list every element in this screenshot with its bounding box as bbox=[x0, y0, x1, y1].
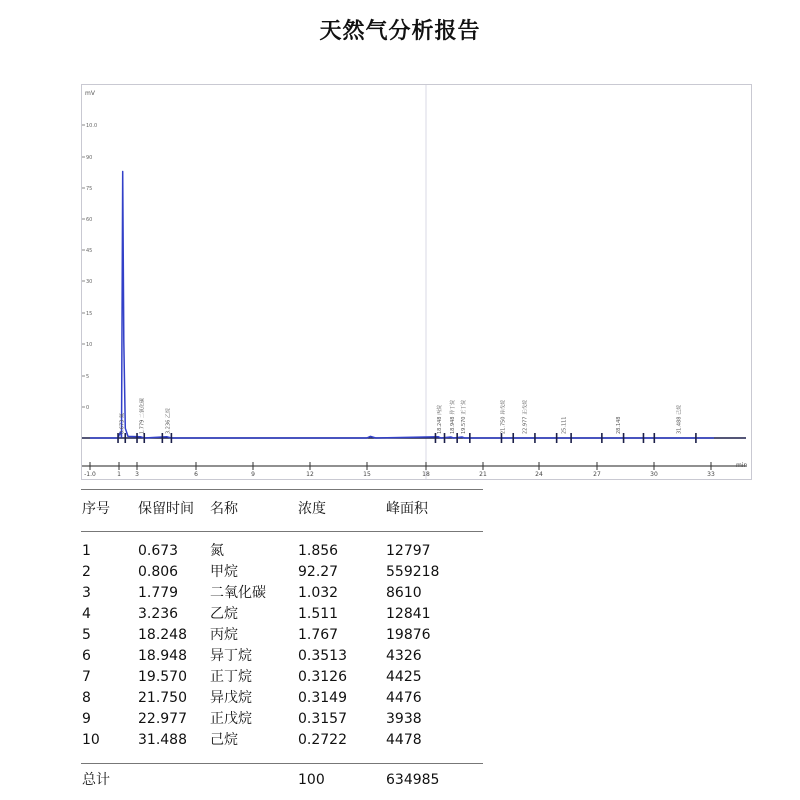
x-tick-label: -1.0 bbox=[84, 471, 96, 478]
header-peak-area: 峰面积 bbox=[386, 501, 428, 517]
x-tick-label: 12 bbox=[306, 471, 314, 478]
total-peak-area: 634985 bbox=[386, 772, 440, 788]
peak-label: 19.570 正丁烷 bbox=[461, 399, 468, 434]
row-concentration: 1.767 bbox=[298, 627, 339, 643]
peak-label: 1.779 二氧化碳 bbox=[139, 398, 146, 434]
y-tick-label: 10 bbox=[86, 342, 93, 348]
table-header-rule bbox=[81, 531, 483, 532]
y-tick-label: 30 bbox=[86, 279, 93, 285]
table-total-rule bbox=[81, 763, 483, 764]
row-retention-time: 0.806 bbox=[138, 564, 179, 580]
peak-label: 0.673 氮 bbox=[119, 413, 126, 434]
row-peak-area: 8610 bbox=[386, 585, 422, 601]
row-peak-area: 12841 bbox=[386, 606, 431, 622]
row-concentration: 1.032 bbox=[298, 585, 339, 601]
row-retention-time: 22.977 bbox=[138, 711, 187, 727]
row-name: 氮 bbox=[210, 543, 224, 559]
row-index: 9 bbox=[82, 711, 91, 727]
x-tick-label: 3 bbox=[135, 471, 139, 478]
header-index: 序号 bbox=[82, 501, 110, 517]
y-tick-label: 10.0 bbox=[86, 123, 98, 129]
row-peak-area: 4425 bbox=[386, 669, 422, 685]
peak-label: 18.248 丙烷 bbox=[437, 404, 444, 434]
row-concentration: 92.27 bbox=[298, 564, 339, 580]
x-tick-label: 21 bbox=[479, 471, 487, 478]
row-concentration: 1.856 bbox=[298, 543, 339, 559]
x-tick-label: 15 bbox=[363, 471, 371, 478]
row-name: 乙烷 bbox=[210, 606, 238, 622]
header-concentration: 浓度 bbox=[298, 501, 326, 517]
row-name: 异戊烷 bbox=[210, 690, 252, 706]
row-index: 2 bbox=[82, 564, 91, 580]
row-concentration: 0.3513 bbox=[298, 648, 347, 664]
row-concentration: 1.511 bbox=[298, 606, 339, 622]
row-index: 6 bbox=[82, 648, 91, 664]
row-index: 10 bbox=[82, 732, 100, 748]
table-top-rule bbox=[81, 489, 483, 490]
x-tick-label: 6 bbox=[194, 471, 198, 478]
chromatogram-chart bbox=[81, 84, 752, 480]
row-index: 4 bbox=[82, 606, 91, 622]
row-peak-area: 4476 bbox=[386, 690, 422, 706]
peak-label: 3.236 乙烷 bbox=[165, 408, 172, 434]
row-index: 7 bbox=[82, 669, 91, 685]
row-concentration: 0.3157 bbox=[298, 711, 347, 727]
row-retention-time: 19.570 bbox=[138, 669, 187, 685]
x-tick-label: 1 bbox=[117, 471, 121, 478]
x-tick-label: 9 bbox=[251, 471, 255, 478]
header-retention-time: 保留时间 bbox=[138, 501, 194, 517]
row-retention-time: 0.673 bbox=[138, 543, 179, 559]
row-peak-area: 19876 bbox=[386, 627, 431, 643]
row-peak-area: 4478 bbox=[386, 732, 422, 748]
y-tick-label: 60 bbox=[86, 217, 93, 223]
row-name: 异丁烷 bbox=[210, 648, 252, 664]
y-tick-label: 0 bbox=[86, 405, 90, 411]
x-tick-label: 30 bbox=[650, 471, 658, 478]
total-concentration: 100 bbox=[298, 772, 325, 788]
y-tick-label: 15 bbox=[86, 311, 93, 317]
peak-label: 25.111 bbox=[561, 416, 568, 434]
row-retention-time: 21.750 bbox=[138, 690, 187, 706]
row-index: 1 bbox=[82, 543, 91, 559]
x-tick-label: 18 bbox=[422, 471, 430, 478]
row-name: 己烷 bbox=[210, 732, 238, 748]
x-unit-label: min bbox=[736, 462, 748, 469]
peak-label: 18.948 异丁烷 bbox=[449, 399, 456, 434]
row-peak-area: 3938 bbox=[386, 711, 422, 727]
row-retention-time: 18.248 bbox=[138, 627, 187, 643]
x-tick-label: 27 bbox=[593, 471, 601, 478]
row-index: 8 bbox=[82, 690, 91, 706]
header-name: 名称 bbox=[210, 501, 238, 517]
row-name: 正丁烷 bbox=[210, 669, 252, 685]
row-peak-area: 559218 bbox=[386, 564, 440, 580]
report-title: 天然气分析报告 bbox=[319, 19, 481, 44]
row-concentration: 0.2722 bbox=[298, 732, 347, 748]
row-peak-area: 12797 bbox=[386, 543, 431, 559]
row-index: 5 bbox=[82, 627, 91, 643]
peak-label: 21.750 异戊烷 bbox=[500, 399, 507, 434]
x-tick-label: 24 bbox=[535, 471, 543, 478]
y-tick-label: 45 bbox=[86, 248, 93, 254]
signal-trace bbox=[90, 172, 714, 439]
chromatogram-svg bbox=[82, 85, 751, 479]
row-retention-time: 31.488 bbox=[138, 732, 187, 748]
row-retention-time: 1.779 bbox=[138, 585, 179, 601]
y-tick-label: 5 bbox=[86, 374, 90, 380]
row-retention-time: 3.236 bbox=[138, 606, 179, 622]
peak-label: 31.488 己烷 bbox=[676, 404, 683, 434]
row-concentration: 0.3126 bbox=[298, 669, 347, 685]
row-retention-time: 18.948 bbox=[138, 648, 187, 664]
row-name: 丙烷 bbox=[210, 627, 238, 643]
row-name: 正戊烷 bbox=[210, 711, 252, 727]
y-tick-label: 75 bbox=[86, 186, 93, 192]
y-unit-label: mV bbox=[85, 90, 95, 97]
peak-label: 22.977 正戊烷 bbox=[522, 399, 529, 434]
row-index: 3 bbox=[82, 585, 91, 601]
x-tick-label: 33 bbox=[707, 471, 715, 478]
y-tick-label: 90 bbox=[86, 155, 93, 161]
total-label: 总计 bbox=[82, 772, 110, 788]
row-name: 甲烷 bbox=[210, 564, 238, 580]
peak-label: 28.148 bbox=[616, 416, 623, 434]
row-peak-area: 4326 bbox=[386, 648, 422, 664]
row-concentration: 0.3149 bbox=[298, 690, 347, 706]
row-name: 二氧化碳 bbox=[210, 585, 266, 601]
